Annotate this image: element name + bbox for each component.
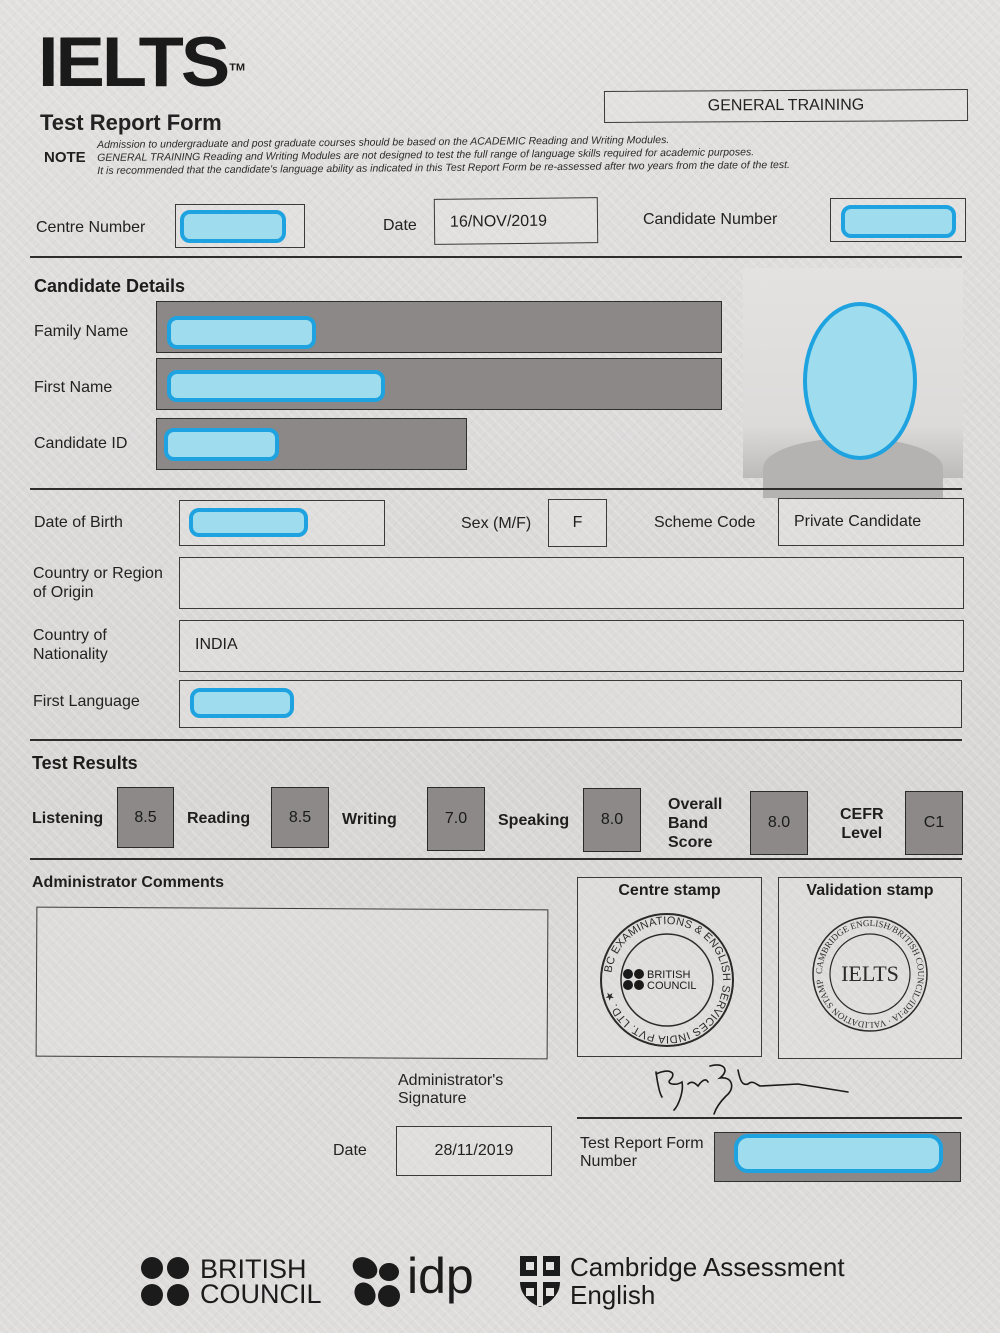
svg-text:IELTS: IELTS [841, 961, 899, 986]
cambridge-text-1: Cambridge Assessment [570, 1252, 845, 1282]
trf-number-label [580, 1135, 704, 1171]
candidate-details-heading: Candidate Details [34, 276, 186, 296]
idp-logo [351, 1248, 474, 1308]
divider [30, 739, 962, 741]
origin-label-line-1: Country or Region [33, 565, 163, 582]
svg-text:BRITISH: BRITISH [647, 969, 691, 981]
validation-stamp-label: Validation stamp [806, 882, 934, 899]
sex-field [548, 499, 607, 547]
admin-comments-label: Administrator Comments [32, 874, 225, 891]
test-results-heading: Test Results [32, 753, 138, 773]
family-name-label: Family Name [34, 323, 129, 340]
admin-date-field [396, 1126, 552, 1176]
overall-label-line-1: Overall [668, 796, 723, 813]
reading-score: 8.5 [271, 787, 329, 848]
first-language-redaction [190, 688, 294, 718]
first-name-label: First Name [34, 379, 113, 396]
nationality-label-line-1: Country of [33, 627, 107, 644]
svg-text:COUNCIL: COUNCIL [647, 980, 697, 992]
centre-stamp-icon [597, 910, 737, 1050]
signature-label-line-2: Signature [398, 1090, 467, 1107]
ielts-logo [38, 22, 246, 101]
validation-stamp-box [778, 877, 962, 1059]
british-council-text-1: BRITISH [200, 1254, 307, 1284]
idp-text: idp [407, 1248, 474, 1304]
origin-label-line-2: of Origin [33, 584, 94, 601]
listening-label: Listening [32, 810, 104, 827]
ielts-logo-text: IELTS [38, 22, 228, 101]
note-line-3: It is recommended that the candidate's language ability as indicated in this Test Report Form be re-assessed after two years from the date of the test. [97, 158, 790, 177]
cefr-label-line-2: Level [841, 825, 883, 842]
divider [30, 256, 962, 258]
cambridge-text-2: English [570, 1280, 656, 1310]
listening-score: 8.5 [117, 787, 174, 848]
divider [30, 858, 962, 860]
trf-label-line-1: Test Report Form [580, 1135, 704, 1152]
nationality-label [33, 626, 108, 664]
writing-score: 7.0 [427, 787, 485, 851]
note-line-1: Admission to undergraduate and post graduate courses should be based on the ACADEMIC Reading and Writing Modules. [97, 134, 670, 151]
overall-band-score: 8.0 [750, 791, 808, 855]
trf-label-line-2: Number [580, 1153, 637, 1170]
module-box [604, 89, 968, 123]
british-council-text-2: COUNCIL [200, 1279, 322, 1309]
speaking-label: Speaking [498, 812, 570, 829]
cefr-level-value: C1 [905, 791, 963, 855]
candidate-id-redaction [164, 428, 279, 461]
scheme-code-value: Private Candidate [794, 513, 922, 530]
note-text [97, 133, 790, 178]
admin-comments-box [36, 907, 549, 1060]
cambridge-shield-icon [518, 1254, 562, 1308]
cefr-label-line-1: CEFR [840, 806, 884, 823]
nationality-value: INDIA [195, 636, 238, 653]
family-name-redaction [167, 316, 316, 349]
scheme-code-field [778, 498, 964, 546]
trf-number-redaction [734, 1134, 943, 1173]
candidate-id-label: Candidate ID [34, 435, 128, 452]
validation-stamp-icon [810, 914, 930, 1034]
overall-label-line-2: Band [668, 815, 708, 832]
candidate-number-redaction [841, 205, 956, 238]
svg-text:CAMBRIDGE ENGLISH/BRITISH COUN: CAMBRIDGE ENGLISH/BRITISH COUNCIL/IDP:IA · VALIDATION STAMP [813, 917, 927, 1031]
admin-signature-label [398, 1072, 503, 1108]
scheme-code-label: Scheme Code [654, 514, 756, 531]
idp-flower-icon [351, 1254, 403, 1308]
sex-value: F [572, 514, 583, 531]
nationality-label-line-2: Nationality [33, 646, 108, 663]
signature-line [577, 1117, 962, 1119]
reading-label: Reading [187, 810, 251, 827]
cambridge-logo [518, 1253, 845, 1309]
british-council-logo [140, 1256, 322, 1308]
admin-date-value: 28/11/2019 [434, 1142, 514, 1159]
signature-label-line-1: Administrator's [398, 1072, 504, 1089]
cefr-level-label [840, 805, 884, 843]
overall-band-label [668, 795, 722, 852]
note-label: NOTE [44, 149, 86, 166]
date-value: 16/NOV/2019 [449, 212, 548, 231]
administrator-signature [648, 1062, 858, 1122]
module-label: GENERAL TRAINING [707, 96, 865, 115]
face-redaction [803, 302, 917, 460]
sex-label: Sex (M/F) [461, 515, 532, 532]
dob-label: Date of Birth [34, 514, 123, 531]
centre-number-redaction [180, 210, 286, 243]
candidate-photo [743, 268, 963, 478]
first-language-label: First Language [33, 693, 140, 710]
centre-stamp-box [577, 877, 762, 1057]
trademark: TM [229, 62, 246, 74]
nationality-field [179, 620, 964, 672]
divider [30, 488, 962, 490]
centre-number-label: Centre Number [36, 219, 146, 236]
origin-label [33, 564, 163, 602]
candidate-number-label: Candidate Number [643, 211, 778, 228]
admin-comments-value [37, 908, 547, 911]
first-language-field [179, 680, 962, 728]
writing-label: Writing [342, 811, 397, 828]
overall-label-line-3: Score [668, 834, 713, 851]
first-name-redaction [167, 370, 385, 402]
date-label: Date [383, 217, 417, 234]
admin-date-label: Date [333, 1142, 367, 1159]
svg-text:BC EXAMINATIONS & ENGLISH SERV: BC EXAMINATIONS & ENGLISH SERVICES INDIA PVT. LTD. ★ [602, 914, 733, 1046]
note-line-2: GENERAL TRAINING Reading and Writing Modules are not designed to test the full range of language skills required for academic purposes. [97, 146, 755, 164]
origin-field [179, 557, 964, 609]
centre-stamp-label: Centre stamp [618, 882, 721, 899]
speaking-score: 8.0 [583, 788, 641, 852]
date-field [434, 197, 598, 245]
dob-redaction [189, 508, 308, 537]
british-council-dots-icon [140, 1256, 192, 1308]
form-title: Test Report Form [40, 110, 222, 135]
